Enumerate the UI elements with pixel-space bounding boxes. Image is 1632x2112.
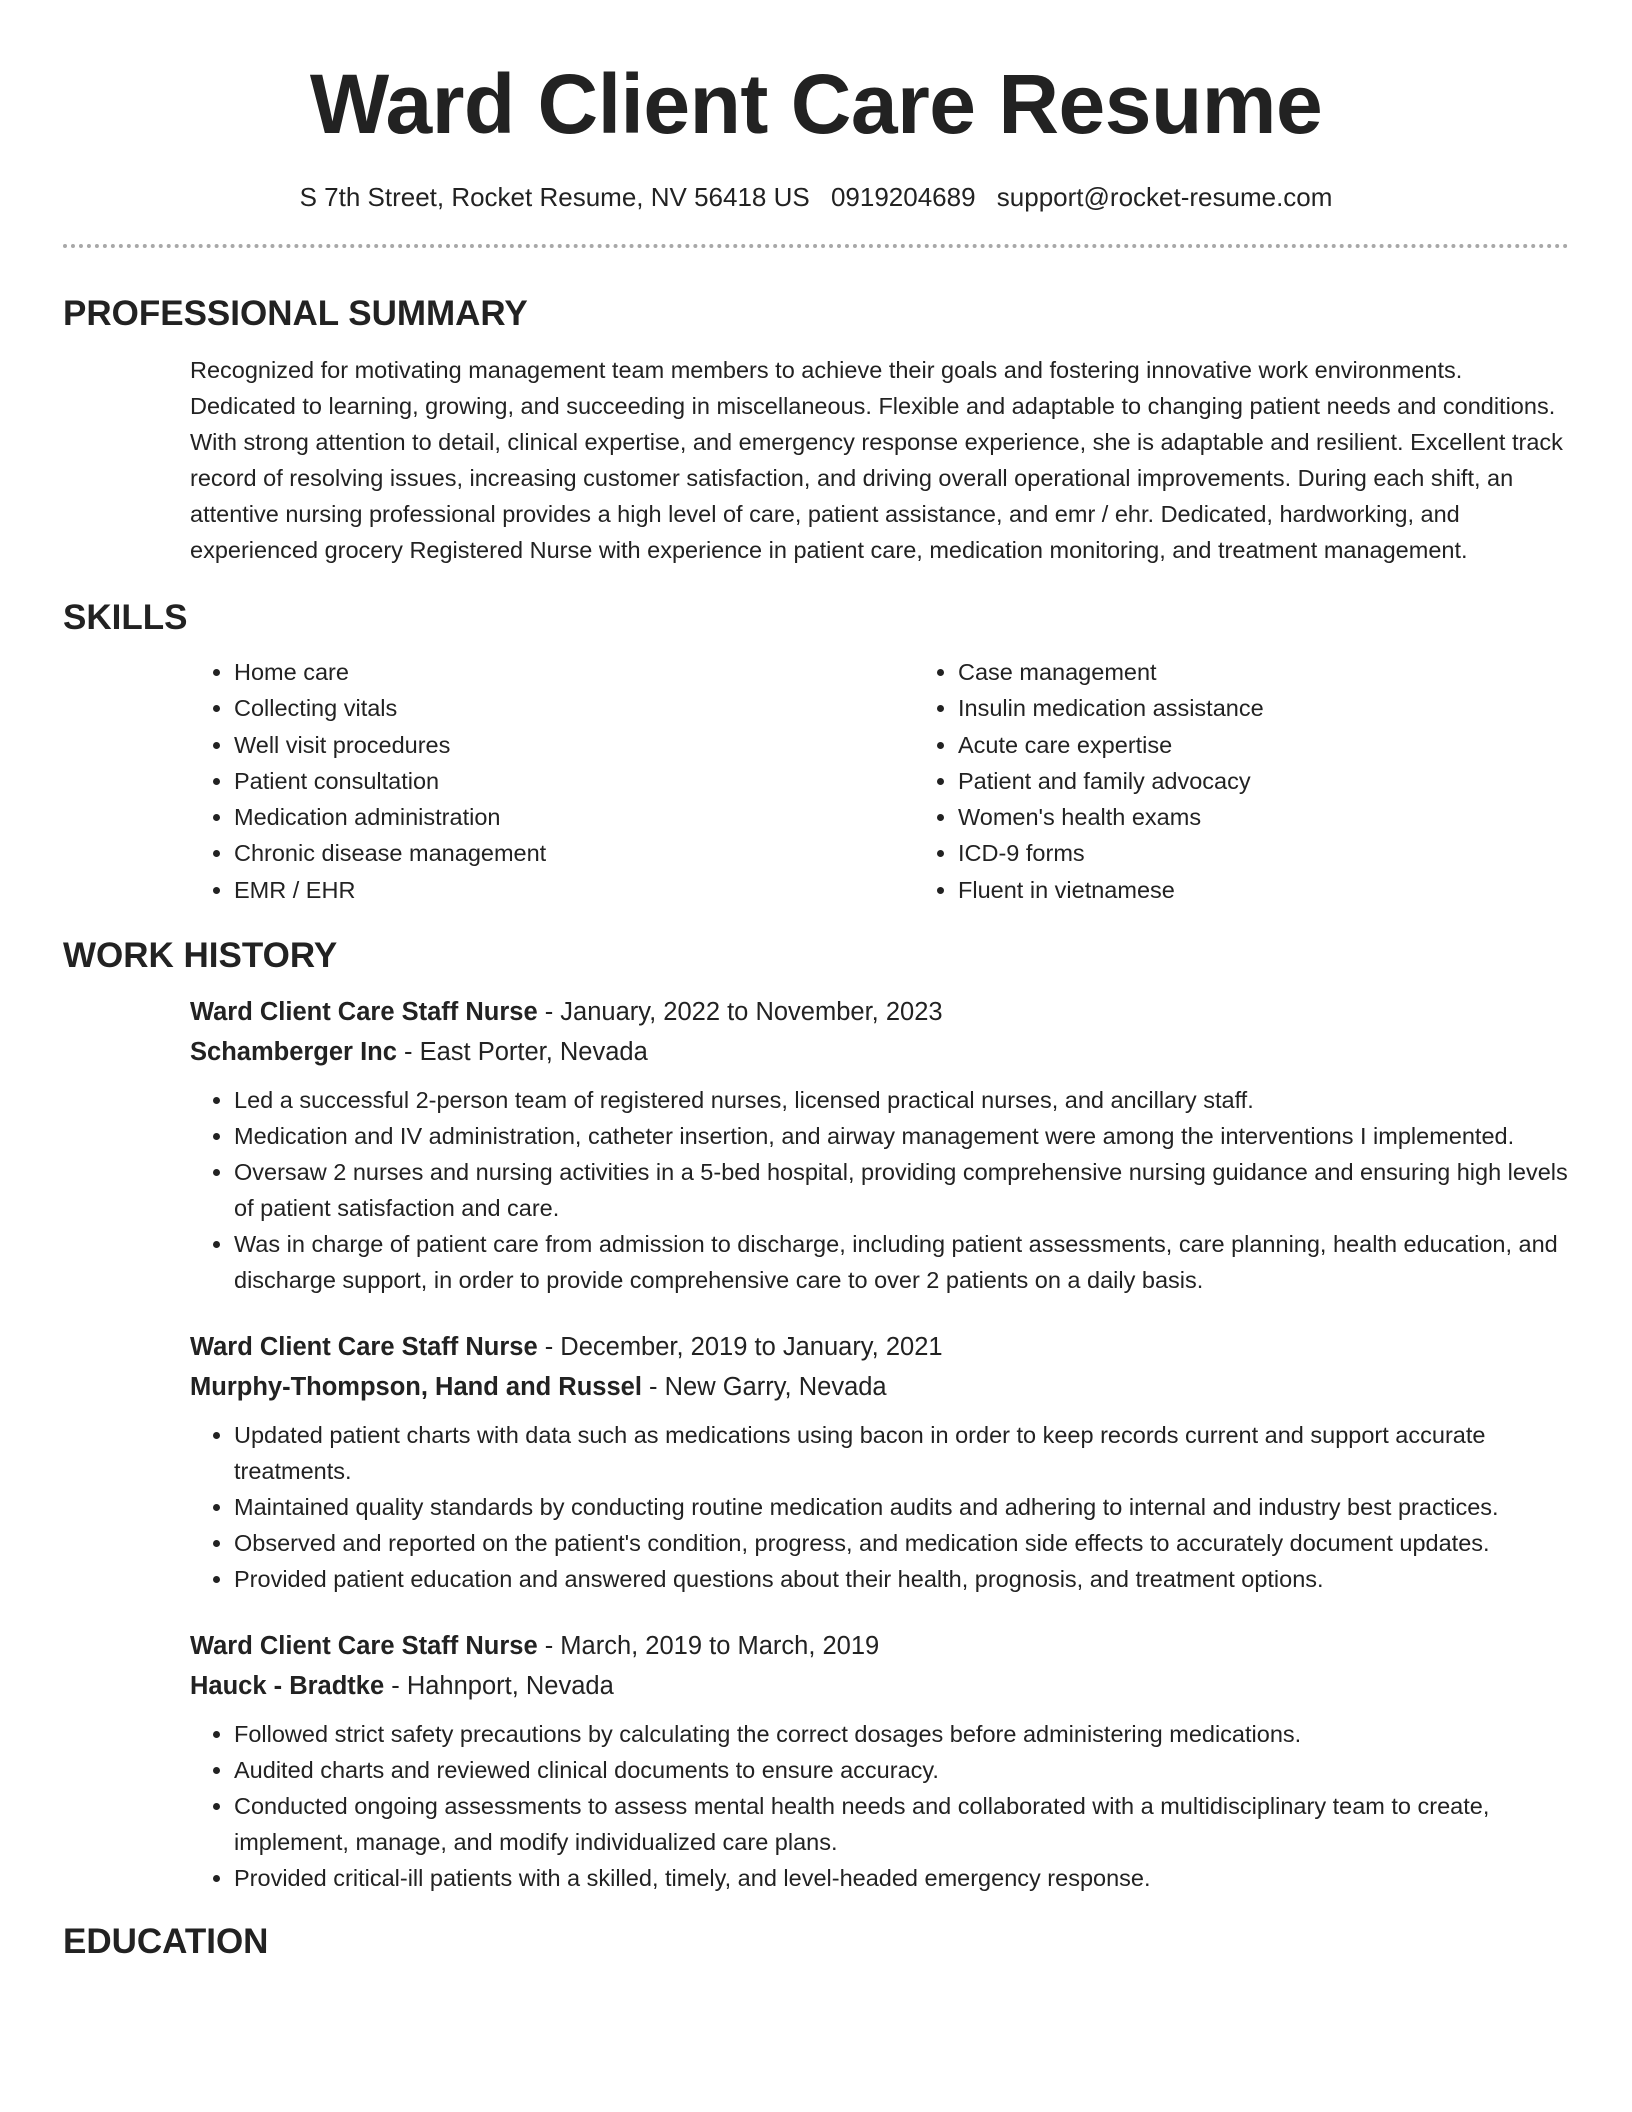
summary-text: Recognized for motivating management team members to achieve their goals and fostering innovative work environments. Dedicated to learning, growing, and succeeding in miscellaneous. Flexible and adaptable to changing patient needs and conditions. With strong attention to detail, clinical expertise, and emergency response experience, she is adaptable and resilient. Excellent track record of resolving issues, increasing customer satisfaction, and driving overall operational improvements. During each shift, an attentive nursing professional provides a high level of care, patient assistance, and emr / ehr. Dedicated, hardworking, and experienced grocery Registered Nurse with experience in patient care, medication monitoring, and treatment management.	[190, 357, 1563, 563]
education-heading: EDUCATION	[63, 1922, 269, 1962]
header-divider	[63, 244, 1569, 248]
skills-list	[190, 654, 1569, 908]
skills-heading: SKILLS	[63, 598, 188, 637]
skill-item: • Medication administration	[234, 799, 914, 835]
job-bullet: • Was in charge of patient care from admission to discharge, including patient assessments, care planning, health education, and discharge support, in order to provide comprehensive care to over 2 patients on a daily basis.	[234, 1226, 1569, 1298]
job-bullet: • Audited charts and reviewed clinical documents to ensure accuracy.	[234, 1752, 1569, 1788]
job-bullet: • Maintained quality standards by conducting routine medication audits and adhering to internal and industry best practices.	[234, 1489, 1569, 1525]
job-dates: - March, 2019 to March, 2019	[537, 1632, 880, 1661]
job-bullet: • Observed and reported on the patient's condition, progress, and medication side effects to accurately document updates.	[234, 1525, 1569, 1561]
skill-item: • Case management	[958, 654, 1558, 690]
job-dates: - December, 2019 to January, 2021	[537, 1333, 943, 1362]
job-company-line	[190, 1032, 1569, 1072]
job-bullet: • Provided critical-ill patients with a skilled, timely, and level-headed emergency response.	[234, 1860, 1569, 1896]
job-company: Schamberger Inc	[190, 1038, 397, 1067]
job-title-line	[190, 992, 1569, 1032]
job-company: Murphy-Thompson, Hand and Russel	[190, 1373, 642, 1402]
skill-item: • Women's health exams	[958, 799, 1558, 835]
work-history-heading: WORK HISTORY	[63, 936, 338, 976]
job-bullet: • Followed strict safety precautions by calculating the correct dosages before administering medications.	[234, 1716, 1569, 1752]
skill-item: • Patient and family advocacy	[958, 763, 1558, 799]
skill-item: • Fluent in vietnamese	[958, 872, 1558, 908]
skills-column-2	[914, 654, 1558, 908]
job-bullets	[190, 1082, 1569, 1298]
summary-section	[190, 352, 1569, 568]
skill-item: • Acute care expertise	[958, 727, 1558, 763]
skill-item: • Collecting vitals	[234, 690, 914, 726]
skills-column-1	[190, 654, 914, 908]
contact-line	[63, 180, 1569, 214]
job-bullet: • Updated patient charts with data such as medications using bacon in order to keep records current and support accurate treatments.	[234, 1417, 1569, 1489]
job-bullet: • Medication and IV administration, catheter insertion, and airway management were among the interventions I implemented.	[234, 1118, 1569, 1154]
job-role: Ward Client Care Staff Nurse	[190, 998, 538, 1027]
contact-address: S 7th Street, Rocket Resume, NV 56418 US	[299, 182, 810, 212]
skill-item: • Patient consultation	[234, 763, 914, 799]
job-entry	[190, 1327, 1569, 1597]
job-bullet: • Conducted ongoing assessments to assess mental health needs and collaborated with a multidisciplinary team to create, implement, manage, and modify individualized care plans.	[234, 1788, 1569, 1860]
summary-heading: PROFESSIONAL SUMMARY	[63, 294, 528, 333]
job-entry	[190, 1626, 1569, 1896]
job-role: Ward Client Care Staff Nurse	[190, 1333, 538, 1362]
skill-item: • Insulin medication assistance	[958, 690, 1558, 726]
job-location: - Hahnport, Nevada	[384, 1672, 614, 1701]
job-company: Hauck - Bradtke	[190, 1672, 385, 1701]
job-location: - New Garry, Nevada	[641, 1373, 887, 1402]
skill-item: • Chronic disease management	[234, 835, 914, 871]
job-dates: - January, 2022 to November, 2023	[537, 998, 943, 1027]
job-company-line	[190, 1666, 1569, 1706]
job-role: Ward Client Care Staff Nurse	[190, 1632, 538, 1661]
skill-item: • Well visit procedures	[234, 727, 914, 763]
skill-item: • Home care	[234, 654, 914, 690]
job-company-line	[190, 1367, 1569, 1407]
job-bullets	[190, 1417, 1569, 1597]
job-entry	[190, 992, 1569, 1298]
job-bullet: • Oversaw 2 nurses and nursing activities in a 5-bed hospital, providing comprehensive nursing guidance and ensuring high levels of patient satisfaction and care.	[234, 1154, 1569, 1226]
contact-phone: 0919204689	[830, 182, 976, 212]
skill-item: • ICD-9 forms	[958, 835, 1558, 871]
job-title-line	[190, 1327, 1569, 1367]
contact-email: support@rocket-resume.com	[996, 182, 1333, 212]
job-bullet: • Provided patient education and answered questions about their health, prognosis, and treatment options.	[234, 1561, 1569, 1597]
job-location: - East Porter, Nevada	[396, 1038, 648, 1067]
resume-title: Ward Client Care Resume	[309, 57, 1323, 151]
skill-item: • EMR / EHR	[234, 872, 914, 908]
job-bullet: • Led a successful 2-person team of registered nurses, licensed practical nurses, and ancillary staff.	[234, 1082, 1569, 1118]
job-bullets	[190, 1716, 1569, 1896]
job-title-line	[190, 1626, 1569, 1666]
